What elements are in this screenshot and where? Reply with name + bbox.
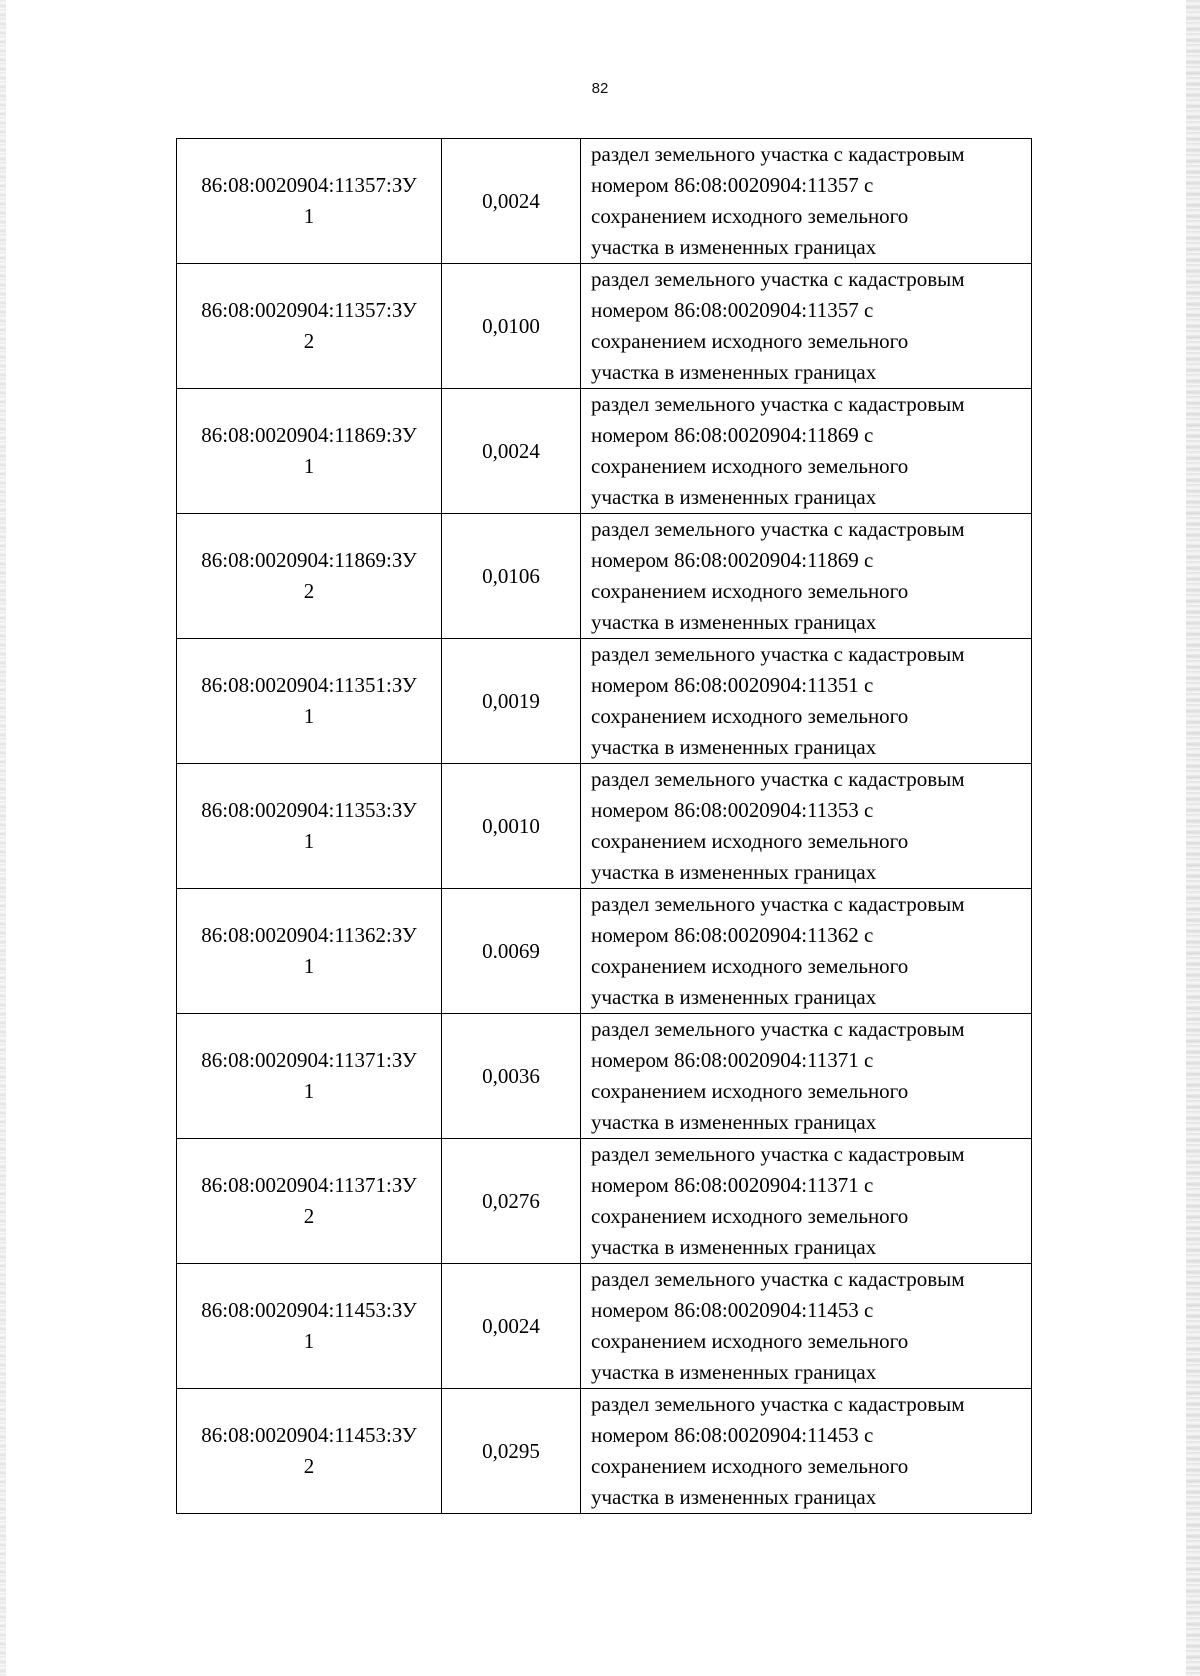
description-line: номером 86:08:0020904:11351 с <box>591 673 874 697</box>
description-line: номером 86:08:0020904:11362 с <box>591 923 874 947</box>
description-line: сохранением исходного земельного <box>591 829 909 853</box>
description-line: сохранением исходного земельного <box>591 1454 909 1478</box>
description-cell <box>581 1014 1032 1139</box>
description-line: раздел земельного участка с кадастровым <box>591 767 965 791</box>
cadastral-number-cell <box>177 1139 442 1264</box>
cadastral-number-cell <box>177 514 442 639</box>
area-cell: 0,0024 <box>442 389 581 514</box>
description-line: участка в измененных границах <box>591 235 877 259</box>
description-line: номером 86:08:0020904:11371 с <box>591 1173 874 1197</box>
table-row <box>177 764 1032 889</box>
description-cell <box>581 139 1032 264</box>
description-line: номером 86:08:0020904:11357 с <box>591 173 874 197</box>
area-cell: 0,0036 <box>442 1014 581 1139</box>
table-body <box>177 139 1032 1514</box>
table-row <box>177 1389 1032 1514</box>
description-cell <box>581 389 1032 514</box>
description-line: номером 86:08:0020904:11453 с <box>591 1423 874 1447</box>
cadastral-number-suffix: 1 <box>303 704 315 728</box>
description-line: номером 86:08:0020904:11353 с <box>591 798 874 822</box>
description-cell <box>581 1264 1032 1389</box>
description-line: участка в измененных границах <box>591 610 877 634</box>
description-line: сохранением исходного земельного <box>591 954 909 978</box>
cadastral-number: 86:08:0020904:11357:ЗУ <box>201 298 417 322</box>
table-row <box>177 1139 1032 1264</box>
cadastral-number-cell <box>177 639 442 764</box>
description-line: сохранением исходного земельного <box>591 1204 909 1228</box>
description-line: участка в измененных границах <box>591 485 877 509</box>
description-line: участка в измененных границах <box>591 1485 877 1509</box>
cadastral-number: 86:08:0020904:11371:ЗУ <box>201 1173 417 1197</box>
page-number: 82 <box>591 80 609 97</box>
description-line: номером 86:08:0020904:11453 с <box>591 1298 874 1322</box>
cadastral-number: 86:08:0020904:11869:ЗУ <box>201 423 417 447</box>
cadastral-number-cell <box>177 264 442 389</box>
description-line: раздел земельного участка с кадастровым <box>591 1142 965 1166</box>
area-cell: 0,0276 <box>442 1139 581 1264</box>
area-cell: 0.0069 <box>442 889 581 1014</box>
cadastral-number-suffix: 1 <box>303 829 315 853</box>
description-cell <box>581 764 1032 889</box>
description-line: раздел земельного участка с кадастровым <box>591 517 965 541</box>
description-line: номером 86:08:0020904:11371 с <box>591 1048 874 1072</box>
description-line: сохранением исходного земельного <box>591 204 909 228</box>
cadastral-number: 86:08:0020904:11371:ЗУ <box>201 1048 417 1072</box>
land-plots-table <box>176 138 1032 1514</box>
description-cell <box>581 514 1032 639</box>
description-line: раздел земельного участка с кадастровым <box>591 892 965 916</box>
cadastral-number: 86:08:0020904:11453:ЗУ <box>201 1423 417 1447</box>
area-cell: 0,0100 <box>442 264 581 389</box>
description-line: раздел земельного участка с кадастровым <box>591 392 965 416</box>
description-line: раздел земельного участка с кадастровым <box>591 267 965 291</box>
table-row <box>177 639 1032 764</box>
table-row <box>177 514 1032 639</box>
cadastral-number-cell <box>177 764 442 889</box>
cadastral-number-suffix: 2 <box>303 579 315 603</box>
cadastral-number-suffix: 1 <box>303 204 315 228</box>
cadastral-number-cell <box>177 1014 442 1139</box>
cadastral-number-cell <box>177 889 442 1014</box>
cadastral-number-cell <box>177 139 442 264</box>
cadastral-number-suffix: 2 <box>303 329 315 353</box>
description-cell <box>581 889 1032 1014</box>
description-line: раздел земельного участка с кадастровым <box>591 642 965 666</box>
description-line: участка в измененных границах <box>591 360 877 384</box>
description-cell <box>581 1389 1032 1514</box>
area-cell: 0,0019 <box>442 639 581 764</box>
description-line: участка в измененных границах <box>591 1360 877 1384</box>
description-line: сохранением исходного земельного <box>591 704 909 728</box>
cadastral-number-cell <box>177 1264 442 1389</box>
table-row <box>177 1264 1032 1389</box>
description-line: сохранением исходного земельного <box>591 454 909 478</box>
cadastral-number-suffix: 1 <box>303 1079 315 1103</box>
cadastral-number: 86:08:0020904:11869:ЗУ <box>201 548 417 572</box>
cadastral-number: 86:08:0020904:11357:ЗУ <box>201 173 417 197</box>
description-line: номером 86:08:0020904:11869 с <box>591 548 874 572</box>
description-line: участка в измененных границах <box>591 860 877 884</box>
cadastral-number: 86:08:0020904:11453:ЗУ <box>201 1298 417 1322</box>
cadastral-number-suffix: 2 <box>303 1454 315 1478</box>
area-cell: 0,0106 <box>442 514 581 639</box>
area-cell: 0,0010 <box>442 764 581 889</box>
scan-edge-right <box>1186 0 1200 1676</box>
cadastral-number-suffix: 1 <box>303 1329 315 1353</box>
description-line: раздел земельного участка с кадастровым <box>591 1392 965 1416</box>
cadastral-number: 86:08:0020904:11362:ЗУ <box>201 923 417 947</box>
table-row <box>177 1014 1032 1139</box>
description-cell <box>581 264 1032 389</box>
area-cell: 0,0295 <box>442 1389 581 1514</box>
cadastral-number: 86:08:0020904:11353:ЗУ <box>201 798 417 822</box>
description-line: номером 86:08:0020904:11869 с <box>591 423 874 447</box>
description-cell <box>581 1139 1032 1264</box>
table-row <box>177 889 1032 1014</box>
description-line: сохранением исходного земельного <box>591 1329 909 1353</box>
description-line: раздел земельного участка с кадастровым <box>591 142 965 166</box>
description-line: участка в измененных границах <box>591 985 877 1009</box>
table-row <box>177 264 1032 389</box>
description-line: сохранением исходного земельного <box>591 579 909 603</box>
cadastral-number: 86:08:0020904:11351:ЗУ <box>201 673 417 697</box>
cadastral-number-cell <box>177 1389 442 1514</box>
table-row <box>177 139 1032 264</box>
area-cell: 0,0024 <box>442 1264 581 1389</box>
description-cell <box>581 639 1032 764</box>
table-row <box>177 389 1032 514</box>
area-cell: 0,0024 <box>442 139 581 264</box>
description-line: участка в измененных границах <box>591 1110 877 1134</box>
description-line: раздел земельного участка с кадастровым <box>591 1017 965 1041</box>
description-line: номером 86:08:0020904:11357 с <box>591 298 874 322</box>
cadastral-number-suffix: 1 <box>303 954 315 978</box>
cadastral-number-suffix: 1 <box>303 454 315 478</box>
cadastral-number-cell <box>177 389 442 514</box>
cadastral-number-suffix: 2 <box>303 1204 315 1228</box>
scan-edge-left <box>0 0 6 1676</box>
description-line: участка в измененных границах <box>591 735 877 759</box>
description-line: сохранением исходного земельного <box>591 1079 909 1103</box>
description-line: раздел земельного участка с кадастровым <box>591 1267 965 1291</box>
description-line: сохранением исходного земельного <box>591 329 909 353</box>
description-line: участка в измененных границах <box>591 1235 877 1259</box>
